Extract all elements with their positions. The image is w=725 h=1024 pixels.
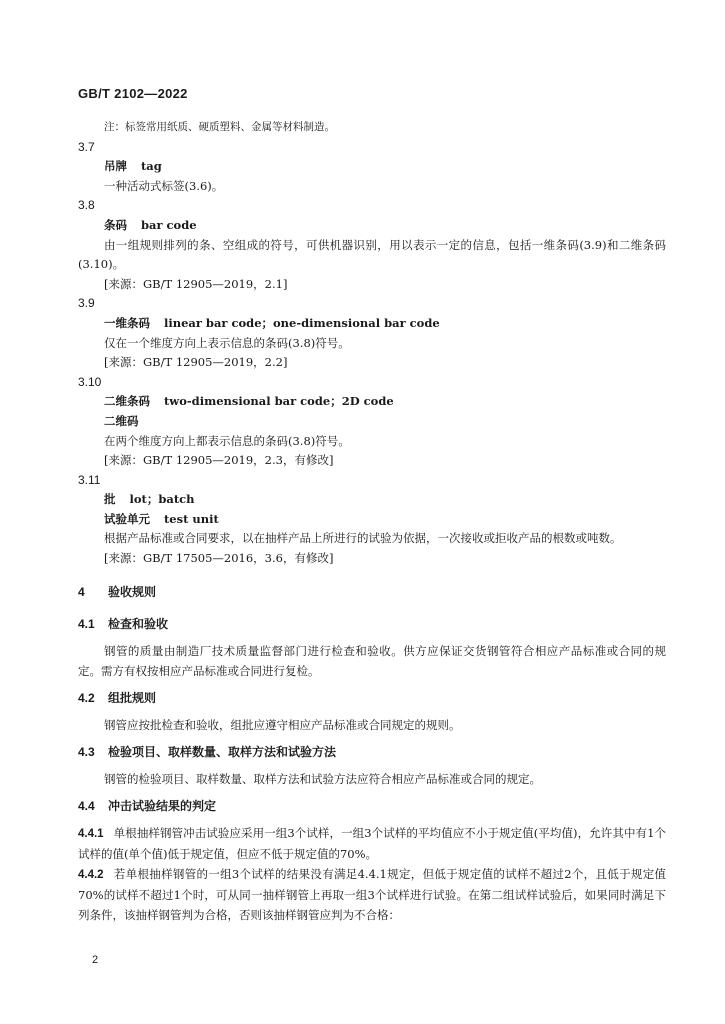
term-heading <box>78 392 666 412</box>
term-synonym: 二维码 <box>104 413 139 428</box>
section-title: 验收规则 <box>108 584 157 599</box>
term-source: [来源：GB/T 12905—2019，2.2] <box>104 355 288 370</box>
term-definition: 一种活动式标签(3.6)。 <box>104 178 224 193</box>
section-title: 冲击试验结果的判定 <box>108 798 217 813</box>
clause-text: 若单根抽样钢管的一组3个试样的结果没有满足4.4.1规定，但低于规定值的试样不超过2个，且低于规定值70%的试样不超过1个时，可从同一抽样钢管上再取一组3个试样进行试验。在第二组试样试验后，如果同时满足下列条件，该抽样钢管判为合格，否则该抽样钢管应判为不合格： <box>78 866 666 922</box>
section-heading <box>78 743 666 761</box>
clause-paragraph <box>78 864 666 925</box>
clause-paragraph <box>78 823 666 864</box>
term-en: lot；batch <box>129 492 195 507</box>
section-title: 组批规则 <box>108 690 157 705</box>
section-number: 4.4 <box>78 798 95 813</box>
note-text: 注：标签常用纸质、硬质塑料、金属等材料制造。 <box>104 121 335 133</box>
section-number: 4.2 <box>78 690 95 705</box>
term-zh: 二维条码 <box>104 394 150 409</box>
term-zh: 条码 <box>104 217 127 232</box>
term-zh: 试验单元 <box>104 511 150 526</box>
term-number: 3.10 <box>78 374 102 389</box>
clause-number: 4.4.1 <box>78 827 104 840</box>
term-number: 3.8 <box>78 198 95 213</box>
term-heading <box>78 314 666 334</box>
section-heading <box>78 689 666 707</box>
term-number: 3.7 <box>78 139 95 154</box>
term-en: two-dimensional bar code；2D code <box>164 394 394 409</box>
term-definition: 由一组规则排列的条、空组成的符号，可供机器识别，用以表示一定的信息，包括一维条码(3.9)和二维条码(3.10)。 <box>78 237 666 272</box>
section-number: 4 <box>78 584 85 599</box>
term-en: linear bar code；one-dimensional bar code <box>164 315 440 330</box>
section-paragraph: 钢管应按批检查和验收，组批应遵守相应产品标准或合同规定的规则。 <box>104 717 461 732</box>
section-number: 4.3 <box>78 744 95 759</box>
section-heading <box>78 583 666 601</box>
term-en: test unit <box>164 511 219 526</box>
term-en: tag <box>141 159 162 174</box>
section-title: 检查和验收 <box>108 616 169 631</box>
term-number: 3.9 <box>78 296 95 311</box>
term-heading <box>78 157 666 177</box>
clause-number: 4.4.2 <box>78 868 104 881</box>
term-heading-2 <box>78 510 666 530</box>
term-heading <box>78 490 666 510</box>
term-number: 3.11 <box>78 472 101 487</box>
term-definition: 根据产品标准或合同要求，以在抽样产品上所进行的试验为依据，一次接收或拒收产品的根数或吨数。 <box>104 531 622 546</box>
section-paragraph: 钢管的检验项目、取样数量、取样方法和试验方法应符合相应产品标准或合同的规定。 <box>104 771 541 786</box>
section-heading <box>78 797 666 815</box>
page-number: 2 <box>92 954 99 966</box>
standard-code-header: GB/T 2102—2022 <box>78 86 188 101</box>
term-en: bar code <box>141 217 197 232</box>
section-title: 检验项目、取样数量、取样方法和试验方法 <box>108 744 337 759</box>
term-definition: 在两个维度方向上都表示信息的条码(3.8)符号。 <box>104 433 350 448</box>
section-paragraph: 钢管的质量由制造厂技术质量监督部门进行检查和验收。供方应保证交货钢管符合相应产品标准或合同的规定。需方有权按相应产品标准或合同进行复检。 <box>78 643 666 678</box>
section-heading <box>78 615 666 633</box>
term-source: [来源：GB/T 12905—2019，2.3，有修改] <box>104 453 334 468</box>
term-zh: 批 <box>104 492 116 507</box>
term-source: [来源：GB/T 12905—2019，2.1] <box>104 276 288 291</box>
term-zh: 一维条码 <box>104 315 150 330</box>
clause-text: 单根抽样钢管冲击试验应采用一组3个试样，一组3个试样的平均值应不小于规定值(平均值)，允许其中有1个试样的值(单个值)低于规定值，但应不低于规定值的70%。 <box>78 825 666 861</box>
term-zh: 吊牌 <box>104 159 127 174</box>
page-content <box>78 118 666 925</box>
term-source: [来源：GB/T 17505—2016，3.6，有修改] <box>104 551 334 566</box>
term-definition: 仅在一个维度方向上表示信息的条码(3.8)符号。 <box>104 335 350 350</box>
term-heading <box>78 216 666 236</box>
section-number: 4.1 <box>78 616 95 631</box>
